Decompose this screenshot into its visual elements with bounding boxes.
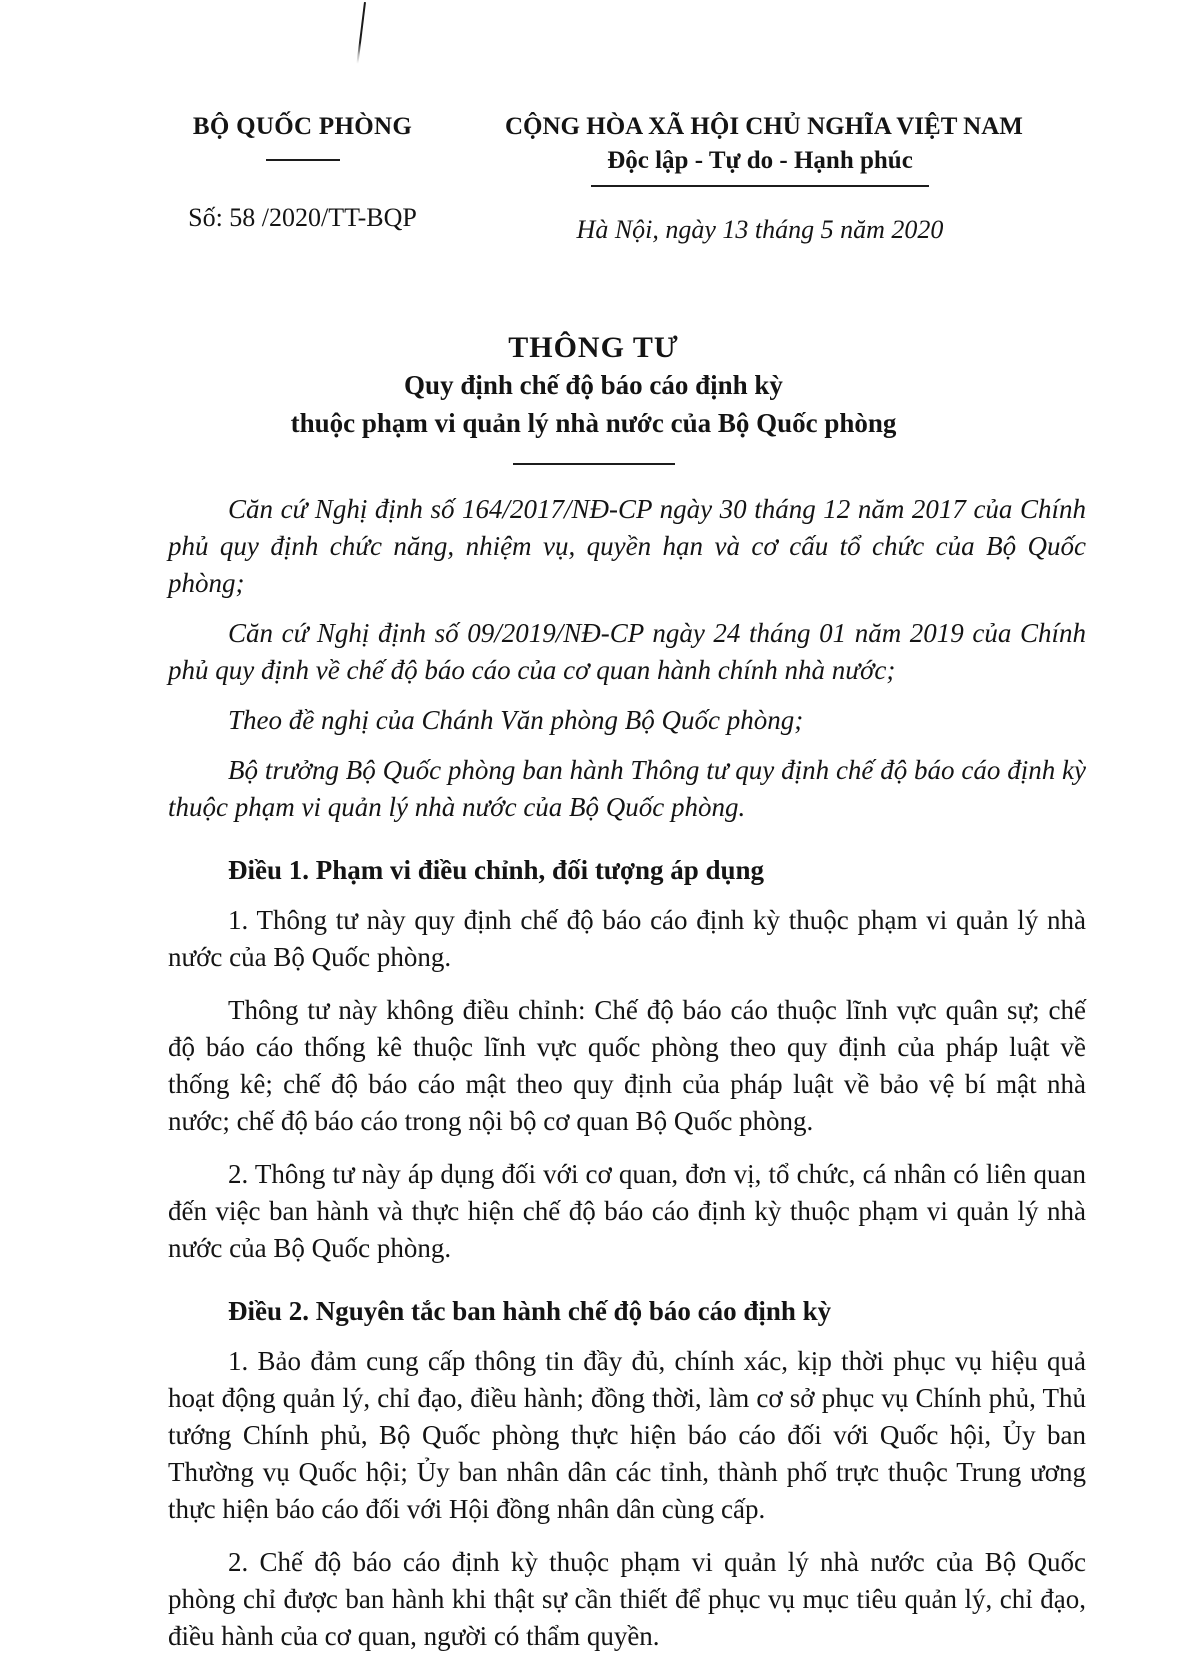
article-1-section	[168, 852, 1086, 1267]
national-header-block	[505, 112, 1023, 245]
document-title-block	[0, 331, 1187, 465]
preamble-paragraph-4: Bộ trưởng Bộ Quốc phòng ban hành Thông tư quy định chế độ báo cáo định kỳ thuộc phạm vi quản lý nhà nước của Bộ Quốc phòng.	[168, 755, 1086, 822]
article-1-heading: Điều 1. Phạm vi điều chỉnh, đối tượng áp dụng	[228, 855, 765, 885]
preamble-section	[168, 491, 1086, 826]
article-1-paragraph-1: 1. Thông tư này quy định chế độ báo cáo định kỳ thuộc phạm vi quản lý nhà nước của Bộ Quốc phòng.	[168, 905, 1086, 972]
preamble-paragraph-1: Căn cứ Nghị định số 164/2017/NĐ-CP ngày 30 tháng 12 năm 2017 của Chính phủ quy định chức năng, nhiệm vụ, quyền hạn và cơ cấu tổ chức của Bộ Quốc phòng;	[168, 494, 1086, 598]
preamble-paragraph-3: Theo đề nghị của Chánh Văn phòng Bộ Quốc phòng;	[228, 705, 804, 735]
motto-underline-rule	[591, 185, 929, 187]
title-separator-rule	[513, 463, 675, 465]
country-name: CỘNG HÒA XÃ HỘI CHỦ NGHĨA VIỆT NAM	[505, 113, 1023, 140]
article-1-paragraph-3: 2. Thông tư này áp dụng đối với cơ quan, đơn vị, tổ chức, cá nhân có liên quan đến việc ban hành và thực hiện chế độ báo cáo định kỳ thuộc phạm vi quản lý nhà nước của Bộ Quốc phòng.	[168, 1159, 1086, 1263]
issuing-org-name: BỘ QUỐC PHÒNG	[192, 113, 413, 140]
document-header	[150, 0, 1187, 245]
document-body	[0, 491, 1187, 1655]
place-and-date: Hà Nội, ngày 13 tháng 5 năm 2020	[576, 215, 944, 244]
article-2-paragraph-2: 2. Chế độ báo cáo định kỳ thuộc phạm vi quản lý nhà nước của Bộ Quốc phòng chỉ được ban hành khi thật sự cần thiết để phục vụ mục tiêu quản lý, chỉ đạo, điều hành của cơ quan, người có thẩm quyền.	[168, 1547, 1086, 1651]
article-2-heading: Điều 2. Nguyên tắc ban hành chế độ báo cáo định kỳ	[228, 1296, 832, 1326]
preamble-paragraph-2: Căn cứ Nghị định số 09/2019/NĐ-CP ngày 24 tháng 01 năm 2019 của Chính phủ quy định về chế độ báo cáo của cơ quan hành chính nhà nước;	[168, 618, 1086, 685]
document-subtitle-line1: Quy định chế độ báo cáo định kỳ	[404, 370, 783, 400]
national-motto: Độc lập - Tự do - Hạnh phúc	[607, 147, 913, 174]
article-1-paragraph-2: Thông tư này không điều chỉnh: Chế độ báo cáo thuộc lĩnh vực quân sự; chế độ báo cáo thống kê thuộc lĩnh vực quốc phòng theo quy định của pháp luật về thống kê; chế độ báo cáo mật theo quy định của pháp luật về bảo vệ bí mật nhà nước; chế độ báo cáo trong nội bộ cơ quan Bộ Quốc phòng.	[168, 995, 1086, 1136]
article-2-section	[168, 1293, 1086, 1655]
document-subtitle-line2: thuộc phạm vi quản lý nhà nước của Bộ Quốc phòng	[290, 408, 897, 438]
document-number: Số: 58 /2020/TT-BQP	[188, 203, 417, 232]
article-2-paragraph-1: 1. Bảo đảm cung cấp thông tin đầy đủ, chính xác, kịp thời phục vụ hiệu quả hoạt động quản lý, chỉ đạo, điều hành; đồng thời, làm cơ sở phục vụ Chính phủ, Thủ tướng Chính phủ, Bộ Quốc phòng thực hiện báo cáo đối với Quốc hội, Ủy ban Thường vụ Quốc hội; Ủy ban nhân dân các tỉnh, thành phố trực thuộc Trung ương thực hiện báo cáo đối với Hội đồng nhân dân cùng cấp.	[168, 1346, 1086, 1524]
issuing-org-block	[150, 112, 455, 245]
document-type-title: THÔNG TƯ	[508, 331, 679, 364]
org-underline-rule	[266, 159, 340, 161]
